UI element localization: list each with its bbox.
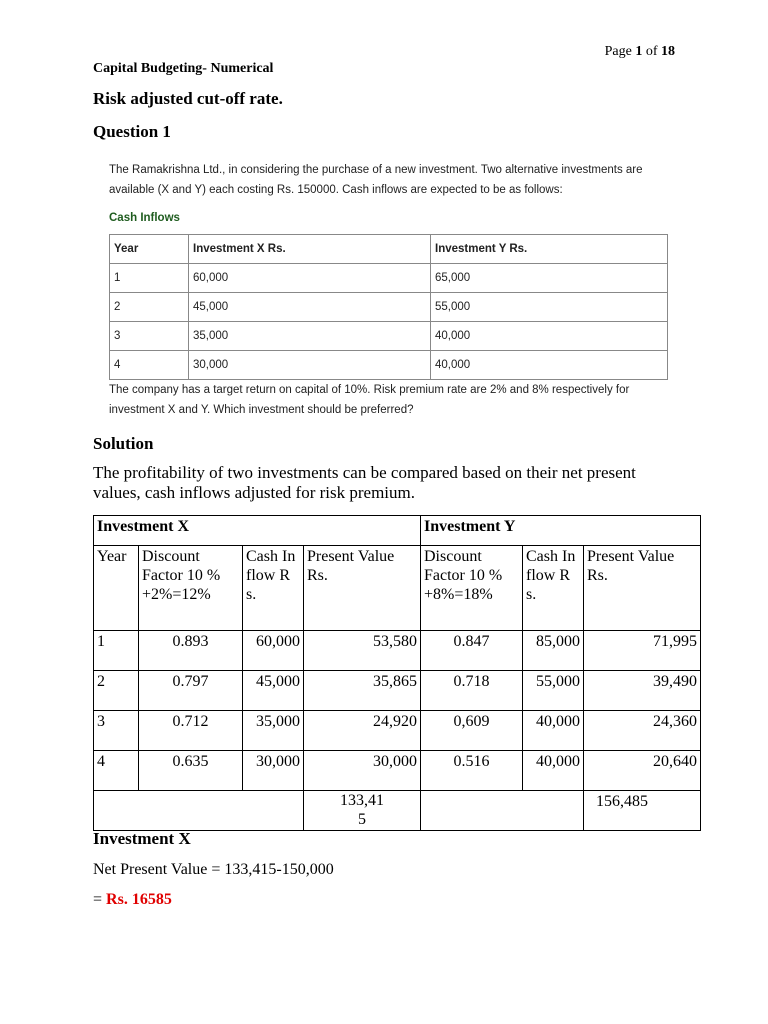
header-cell: Cash Inflow Rs. [243,546,304,631]
table-row [110,264,668,293]
header-cell: Investment Y Rs. [431,235,668,264]
cell: 55,000 [523,671,584,711]
cell: 1 [110,264,189,293]
cell: 20,640 [584,751,701,791]
total-x: 133,415 [304,791,421,831]
npv-x-result [93,891,172,909]
table-row [94,671,701,711]
cell: 24,360 [584,711,701,751]
npv-x-value: Rs. 16585 [106,891,172,908]
header-cell: Discount Factor 10 % +2%=12% [139,546,243,631]
cell: 40,000 [431,351,668,380]
cell: 0,609 [421,711,523,751]
cell: 55,000 [431,293,668,322]
total-y: 156,485 [584,791,701,831]
cell: 45,000 [189,293,431,322]
equals-sign: = [93,891,103,908]
cell: 35,865 [304,671,421,711]
problem-statement [109,160,669,420]
table-row [110,293,668,322]
header-cell: Cash Inflow Rs. [523,546,584,631]
table-header-row [110,235,668,264]
header-cell: Present Value Rs. [304,546,421,631]
cell: 0.718 [421,671,523,711]
document-title: Capital Budgeting- Numerical [93,61,274,76]
group-investment-y: Investment Y [421,516,701,546]
cash-inflows-table [109,234,668,380]
cell: 4 [110,351,189,380]
section-heading: Risk adjusted cut-off rate. [93,89,283,108]
table-header-row [94,546,701,631]
cell: 2 [94,671,139,711]
page-number: Page 1 of 18 [604,44,675,59]
cell: 0.516 [421,751,523,791]
header-cell: Year [110,235,189,264]
group-header-row [94,516,701,546]
cell: 40,000 [523,751,584,791]
cell: 60,000 [189,264,431,293]
cell: 4 [94,751,139,791]
cell: 0.712 [139,711,243,751]
cell: 1 [94,631,139,671]
cell: 0.893 [139,631,243,671]
cell: 35,000 [189,322,431,351]
cell: 53,580 [304,631,421,671]
npv-x-heading: Investment X [93,829,191,848]
table-row [94,751,701,791]
cell: 40,000 [523,711,584,751]
solution-heading: Solution [93,434,154,453]
blank-cell [421,791,584,831]
blank-cell [94,791,304,831]
group-investment-x: Investment X [94,516,421,546]
table-row [94,631,701,671]
table-row [110,351,668,380]
npv-x-formula: Net Present Value = 133,415-150,000 [93,861,334,878]
cell: 85,000 [523,631,584,671]
table-row [110,322,668,351]
cell: 45,000 [243,671,304,711]
problem-intro: The Ramakrishna Ltd., in considering the purchase of a new investment. Two alternative investments are available (X and Y) each costing Rs. 150000. Cash inflows are expected to be as follows: [109,164,643,196]
cell: 2 [110,293,189,322]
total-row [94,791,701,831]
cell: 60,000 [243,631,304,671]
cell: 30,000 [243,751,304,791]
solution-text: The profitability of two investments can be compared based on their net present values, cash inflows adjusted for risk premium. [93,463,636,502]
cell: 30,000 [304,751,421,791]
header-cell: Discount Factor 10 % +8%=18% [421,546,523,631]
table-row [94,711,701,751]
cell: 0.847 [421,631,523,671]
npv-table [93,515,701,831]
cell: 3 [94,711,139,751]
cell: 0.797 [139,671,243,711]
problem-outro: The company has a target return on capital of 10%. Risk premium rate are 2% and 8% respectively for investment X and Y. Which investment should be preferred? [109,384,630,416]
cell: 30,000 [189,351,431,380]
cell: 3 [110,322,189,351]
cell: 65,000 [431,264,668,293]
cell: 40,000 [431,322,668,351]
header-cell: Present Value Rs. [584,546,701,631]
cell: 24,920 [304,711,421,751]
question-heading: Question 1 [93,122,171,141]
cash-inflows-title: Cash Inflows [109,212,180,224]
header-cell: Year [94,546,139,631]
cell: 35,000 [243,711,304,751]
cell: 71,995 [584,631,701,671]
cell: 0.635 [139,751,243,791]
header-cell: Investment X Rs. [189,235,431,264]
cell: 39,490 [584,671,701,711]
